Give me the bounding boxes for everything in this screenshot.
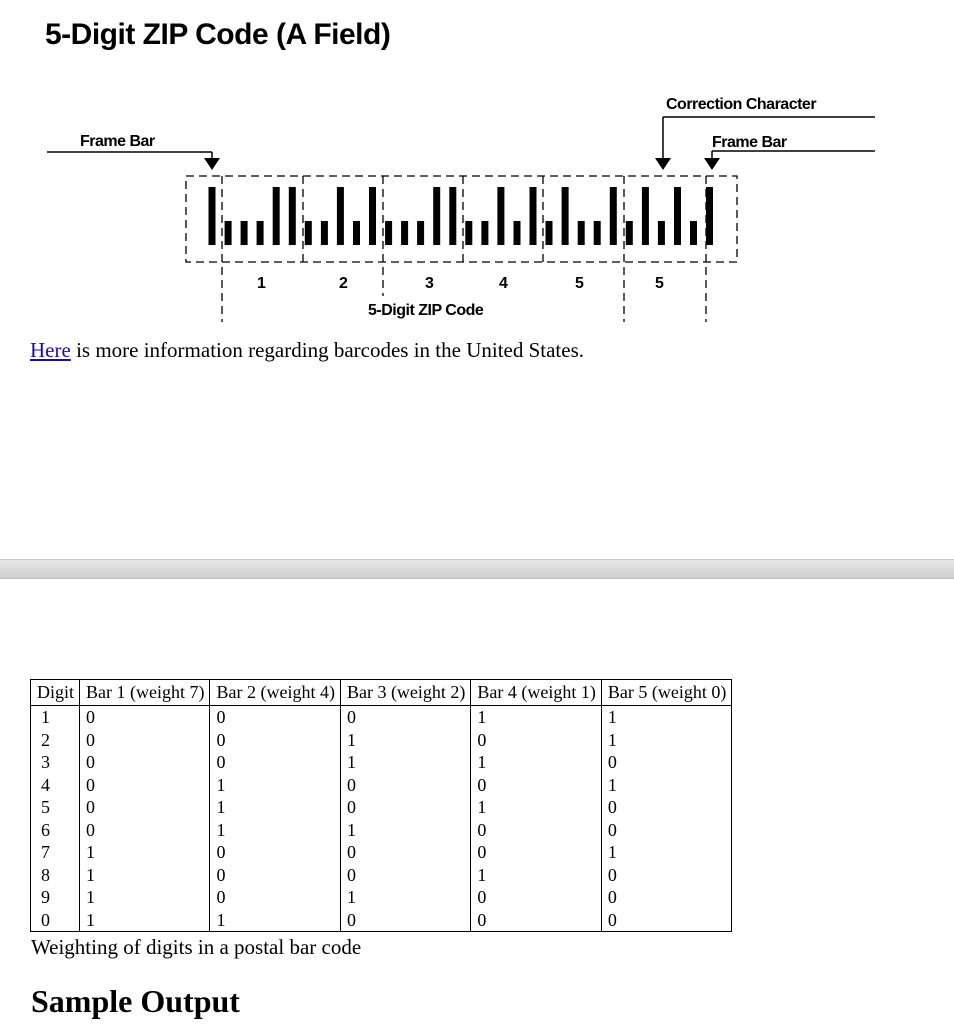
table-cell-digit: 2 xyxy=(31,729,80,752)
table-cell-bar-4: 1 xyxy=(471,796,601,819)
frame-bar-right-label: Frame Bar xyxy=(712,134,787,151)
zip-code-caption: 5-Digit ZIP Code xyxy=(368,302,484,319)
full-bar xyxy=(369,187,376,245)
half-bar xyxy=(690,221,697,245)
table-cell-bar-3: 0 xyxy=(340,841,470,864)
half-bar xyxy=(578,221,585,245)
digit-label-1: 1 xyxy=(257,275,266,292)
half-bar xyxy=(417,221,424,245)
frame-bar-left-label: Frame Bar xyxy=(80,133,155,150)
half-bar xyxy=(241,221,248,245)
column-header-bar4: Bar 4 (weight 1) xyxy=(471,680,601,706)
table-cell-bar-3: 0 xyxy=(340,864,470,887)
half-bar xyxy=(401,221,408,245)
table-cell-bar-1: 1 xyxy=(80,864,210,887)
table-cell-digit: 7 xyxy=(31,841,80,864)
table-row xyxy=(31,751,732,774)
table-cell-digit: 3 xyxy=(31,751,80,774)
table-cell-bar-1: 1 xyxy=(80,841,210,864)
section-divider xyxy=(0,559,954,579)
half-bar xyxy=(514,221,521,245)
half-bar xyxy=(658,221,665,245)
here-link[interactable]: Here xyxy=(30,338,71,362)
table-cell-bar-2: 0 xyxy=(210,841,340,864)
table-cell-bar-2: 0 xyxy=(210,886,340,909)
half-bar xyxy=(465,221,472,245)
table-cell-bar-5: 0 xyxy=(601,886,731,909)
half-bar xyxy=(353,221,360,245)
full-bar xyxy=(433,187,440,245)
table-cell-digit: 8 xyxy=(31,864,80,887)
column-header-bar5: Bar 5 (weight 0) xyxy=(601,680,731,706)
half-bar xyxy=(225,221,232,245)
table-cell-bar-1: 0 xyxy=(80,796,210,819)
full-bar xyxy=(497,187,504,245)
table-cell-bar-4: 0 xyxy=(471,841,601,864)
barcode-diagram xyxy=(0,0,954,330)
full-bar xyxy=(337,187,344,245)
table-cell-bar-2: 0 xyxy=(210,706,340,729)
info-paragraph xyxy=(30,338,584,363)
full-bar xyxy=(289,187,296,245)
full-bar xyxy=(706,187,713,245)
column-header-bar3: Bar 3 (weight 2) xyxy=(340,680,470,706)
table-cell-bar-3: 0 xyxy=(340,706,470,729)
table-cell-bar-5: 1 xyxy=(601,729,731,752)
half-bar xyxy=(305,221,312,245)
table-cell-bar-5: 1 xyxy=(601,841,731,864)
table-cell-bar-5: 0 xyxy=(601,864,731,887)
table-cell-bar-1: 0 xyxy=(80,774,210,797)
table-cell-bar-5: 1 xyxy=(601,774,731,797)
table-cell-bar-3: 1 xyxy=(340,819,470,842)
full-bar xyxy=(209,187,216,245)
table-cell-bar-1: 0 xyxy=(80,819,210,842)
table-cell-bar-3: 0 xyxy=(340,774,470,797)
column-header-bar1: Bar 1 (weight 7) xyxy=(80,680,210,706)
table-cell-bar-2: 1 xyxy=(210,774,340,797)
table-cell-digit: 1 xyxy=(31,706,80,729)
table-cell-bar-4: 0 xyxy=(471,886,601,909)
info-text: is more information regarding barcodes in the United States. xyxy=(70,338,585,362)
sample-output-heading: Sample Output xyxy=(31,983,240,1019)
full-bar xyxy=(642,187,649,245)
table-cell-bar-2: 1 xyxy=(210,796,340,819)
table-cell-bar-4: 1 xyxy=(471,864,601,887)
full-bar xyxy=(610,187,617,245)
table-cell-bar-3: 1 xyxy=(340,886,470,909)
table-cell-bar-2: 0 xyxy=(210,751,340,774)
table-row xyxy=(31,729,732,752)
digit-label-2: 2 xyxy=(339,275,348,292)
table-cell-bar-2: 1 xyxy=(210,909,340,932)
half-bar xyxy=(385,221,392,245)
table-cell-digit: 0 xyxy=(31,909,80,932)
figure-title: 5-Digit ZIP Code (A Field) xyxy=(45,18,391,51)
half-bar xyxy=(257,221,264,245)
table-cell-bar-5: 0 xyxy=(601,796,731,819)
table-caption: Weighting of digits in a postal bar code xyxy=(31,935,362,959)
full-bar xyxy=(273,187,280,245)
table-cell-bar-1: 1 xyxy=(80,909,210,932)
table-row xyxy=(31,841,732,864)
table-cell-bar-2: 1 xyxy=(210,819,340,842)
table-cell-bar-1: 1 xyxy=(80,886,210,909)
full-bar xyxy=(530,187,537,245)
full-bar xyxy=(449,187,456,245)
full-bar xyxy=(674,187,681,245)
table-row xyxy=(31,819,732,842)
table-cell-bar-5: 0 xyxy=(601,819,731,842)
table-cell-bar-4: 1 xyxy=(471,706,601,729)
table-row xyxy=(31,909,732,932)
column-header-digit: Digit xyxy=(31,680,80,706)
table-cell-bar-2: 0 xyxy=(210,729,340,752)
table-cell-bar-4: 0 xyxy=(471,819,601,842)
digit-label-5: 5 xyxy=(575,275,584,292)
table-cell-bar-3: 0 xyxy=(340,796,470,819)
half-bar xyxy=(626,221,633,245)
table-cell-bar-5: 0 xyxy=(601,751,731,774)
table-cell-digit: 5 xyxy=(31,796,80,819)
outer-field-box xyxy=(186,176,737,262)
table-cell-bar-3: 0 xyxy=(340,909,470,932)
table-cell-bar-4: 1 xyxy=(471,751,601,774)
table-header-row xyxy=(31,680,732,706)
full-bar xyxy=(562,187,569,245)
table-cell-bar-3: 1 xyxy=(340,751,470,774)
table-cell-bar-3: 1 xyxy=(340,729,470,752)
half-bar xyxy=(321,221,328,245)
table-cell-bar-4: 0 xyxy=(471,774,601,797)
table-cell-bar-4: 0 xyxy=(471,729,601,752)
table-row xyxy=(31,864,732,887)
digit-label-correction: 5 xyxy=(655,275,664,292)
digit-weights-table xyxy=(30,679,732,932)
table-cell-bar-5: 1 xyxy=(601,706,731,729)
table-cell-bar-1: 0 xyxy=(80,706,210,729)
half-bar xyxy=(594,221,601,245)
table-cell-digit: 4 xyxy=(31,774,80,797)
table-cell-bar-5: 0 xyxy=(601,909,731,932)
digit-label-4: 4 xyxy=(499,275,508,292)
table-row xyxy=(31,774,732,797)
table-cell-bar-4: 0 xyxy=(471,909,601,932)
digit-label-3: 3 xyxy=(425,275,434,292)
column-header-bar2: Bar 2 (weight 4) xyxy=(210,680,340,706)
table-cell-digit: 6 xyxy=(31,819,80,842)
half-bar xyxy=(546,221,553,245)
table-cell-bar-1: 0 xyxy=(80,729,210,752)
half-bar xyxy=(481,221,488,245)
table-row xyxy=(31,796,732,819)
table-row xyxy=(31,706,732,729)
table-cell-digit: 9 xyxy=(31,886,80,909)
correction-character-label: Correction Character xyxy=(666,96,817,113)
table-cell-bar-1: 0 xyxy=(80,751,210,774)
table-cell-bar-2: 0 xyxy=(210,864,340,887)
table-row xyxy=(31,886,732,909)
